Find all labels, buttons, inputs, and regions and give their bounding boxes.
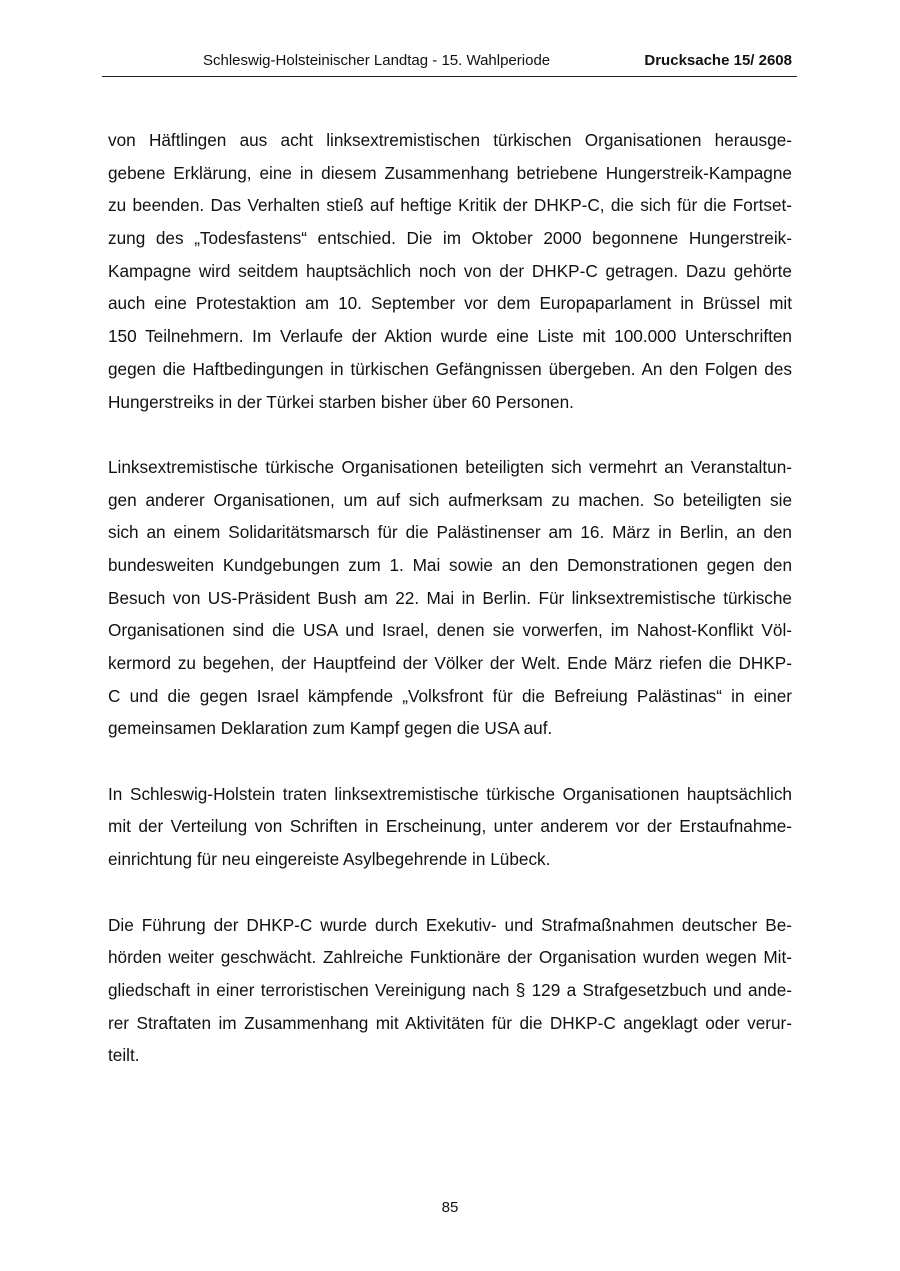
text-line: einrichtung für neu eingereiste Asylbegehrende in Lübeck. bbox=[108, 849, 551, 870]
text-line: gemeinsamen Deklaration zum Kampf gegen die USA auf. bbox=[108, 718, 553, 739]
text-line: rer Straftaten im Zusammenhang mit Aktivitäten für die DHKP-C angeklagt oder verur- bbox=[108, 1012, 792, 1033]
text-line: Kampagne wird seitdem hauptsächlich noch von der DHKP-C getragen. Dazu gehörte bbox=[108, 260, 792, 281]
text-line: hörden weiter geschwächt. Zahlreiche Funktionäre der Organisation wurden wegen Mit- bbox=[108, 947, 792, 968]
paragraph bbox=[108, 912, 792, 1075]
text-line: sich an einem Solidaritätsmarsch für die Palästinenser am 16. März in Berlin, an den bbox=[108, 522, 792, 543]
text-line: zu beenden. Das Verhalten stieß auf heftige Kritik der DHKP-C, die sich für die Fortset- bbox=[108, 195, 792, 216]
text-line: bundesweiten Kundgebungen zum 1. Mai sowie an den Demonstrationen gegen den bbox=[108, 554, 792, 575]
page-number: 85 bbox=[441, 1199, 459, 1216]
header-rule bbox=[102, 76, 797, 77]
text-line: 150 Teilnehmern. Im Verlaufe der Aktion wurde eine Liste mit 100.000 Unterschriften bbox=[108, 326, 792, 347]
text-line: teilt. bbox=[108, 1045, 140, 1066]
text-line: Hungerstreiks in der Türkei starben bisher über 60 Personen. bbox=[108, 391, 574, 412]
page-header bbox=[102, 52, 797, 76]
document-body bbox=[108, 127, 792, 1108]
text-line: mit der Verteilung von Schriften in Erscheinung, unter anderem vor der Erstaufnahme- bbox=[108, 816, 792, 837]
header-drucksache: Drucksache 15/ 2608 bbox=[644, 52, 792, 69]
text-line: von Häftlingen aus acht linksextremistischen türkischen Organisationen herausge- bbox=[108, 130, 792, 150]
text-line: gliedschaft in einer terroristischen Vereinigung nach § 129 a Strafgesetzbuch und ande- bbox=[108, 979, 792, 1000]
text-line: In Schleswig-Holstein traten linksextremistische türkische Organisationen hauptsächlich bbox=[108, 783, 792, 804]
text-line: kermord zu begehen, der Hauptfeind der Völker der Welt. Ende März riefen die DHKP- bbox=[108, 653, 792, 673]
text-line: Besuch von US-Präsident Bush am 22. Mai in Berlin. Für linksextremistische türkische bbox=[108, 587, 792, 608]
text-line: Die Führung der DHKP-C wurde durch Exekutiv- und Strafmaßnahmen deutscher Be- bbox=[108, 914, 792, 935]
text-line: zung des „Todesfastens“ entschied. Die im Oktober 2000 begonnene Hungerstreik- bbox=[108, 228, 792, 249]
text-line: gen anderer Organisationen, um auf sich aufmerksam zu machen. So beteiligten sie bbox=[108, 489, 792, 510]
text-line: Organisationen sind die USA und Israel, denen sie vorwerfen, im Nahost-Konflikt Völ- bbox=[108, 620, 792, 641]
text-line: auch eine Protestaktion am 10. September vor dem Europaparlament in Brüssel mit bbox=[108, 293, 792, 314]
text-line: Linksextremistische türkische Organisationen beteiligten sich vermehrt an Veranstaltun- bbox=[108, 456, 792, 477]
text-line: C und die gegen Israel kämpfende „Volksfront für die Befreiung Palästinas“ in einer bbox=[108, 685, 792, 706]
paragraph bbox=[108, 127, 792, 421]
paragraph bbox=[108, 781, 792, 879]
paragraph bbox=[108, 454, 792, 748]
text-line: gebene Erklärung, eine in diesem Zusammenhang betriebene Hungerstreik-Kampagne bbox=[108, 162, 792, 183]
text-line: gegen die Haftbedingungen in türkischen Gefängnissen übergeben. An den Folgen des bbox=[108, 358, 792, 379]
header-title: Schleswig-Holsteinischer Landtag - 15. Wahlperiode bbox=[203, 52, 551, 69]
